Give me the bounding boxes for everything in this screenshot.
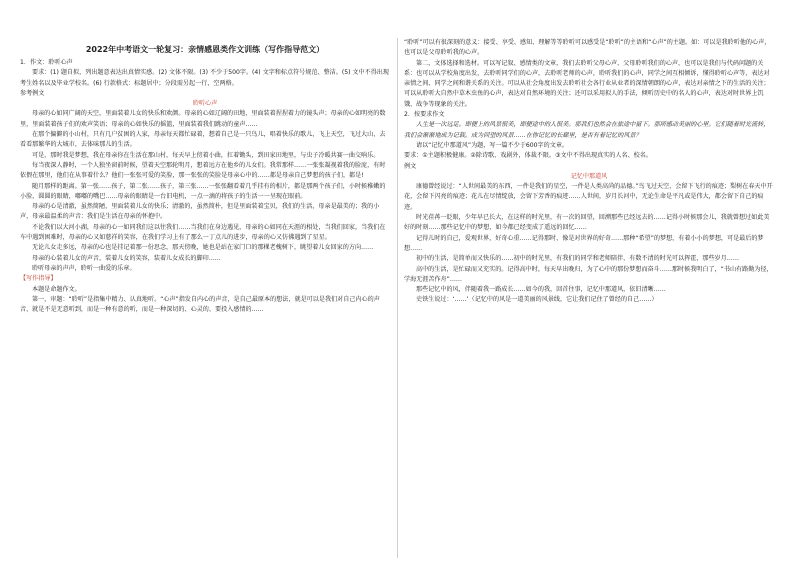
essay-paragraph: 记得儿时的自己，爱观世界，好奇心重……记得那时，像是对世界的好奇……那种“希望”的梦想，有着小小的梦想，可是最后的梦想……	[404, 234, 764, 252]
right-column	[404, 38, 774, 306]
essay-paragraph: 母亲的心装着儿女的声音，装着儿女的笑容，装着儿女成长的脚印……	[32, 254, 221, 262]
essay-paragraph: 可是，那时我是梦想，我在母亲你在生活在那山村，每天早上傍着小曲，扛着锄头，到田家田地里，与虫子冷暖共赛一曲交响乐。	[32, 151, 380, 159]
essay-paragraph: 那些记忆中的风，伴随着我一路成长……如今的我，回首往事，记忆中那道风，依旧清晰……	[416, 286, 666, 294]
essay-paragraph: 初中的生活，是简单而又快乐的……初中的时光里，有我们的同学和老师陪伴，有数不清的时光可以挥霍，那些岁月……	[416, 255, 739, 263]
essay-paragraph: 聆听母亲的声声，聆听一曲爱的乐章。	[32, 264, 136, 272]
essay-paragraph: 在那个偏僻的小山村，只有几户贫困的人家，母亲每天都忙碌着，想着自己是一只鸟儿，唱着快乐的歌儿，飞上天空，飞过大山，去看看那繁华的大城市，去体味那儿的生活。	[20, 131, 386, 149]
guide-paragraph: “聆听”可以有很深刻的意义：接受、享受、感知、理解等等聆听可以感受是“聆听”的主语和“心声”的主题。如：可以是我聆听他的心声，也可以是父母聆听我的心声。	[404, 39, 771, 57]
essay-paragraph: 每当夜深人静时，一个人独坐窗前时候，望着天空那轮明月，想着远方在他乡的儿女们。我常那样……一张张凝视着我的脸庞，有时依偎在那里，他们在从事着什么？他们一张张可爱的笑脸，那一张张的笑脸是母亲心中的……都是母亲自己梦想的孩子们，都是!	[20, 161, 386, 180]
q2-heading: 2．按要求作文	[404, 111, 445, 119]
q2-prompt: 请以“记忆中那道风”为题，写一篇不少于600字的文章。	[416, 141, 569, 149]
guide-paragraph: 第一，审题：“聆听”是指集中精力、认真地听。“心声”指发自内心的声音，是自己最原本的想法，就是可以是我们对自己内心的声音，就是不是无意听到，而是一种有意的听，而是一种深切的、心灵的、要投入感情的……	[20, 295, 380, 314]
reference-label: 参考例文	[20, 89, 45, 97]
essay-paragraph: 不论我们以大河小湖，母亲的心一如同我们这以往我们……当我们在身边遇见，母亲的心如同在天涯的相处，当我们回家，当我们在车中遇到困难时，母亲的心又如慈祥的笑容，在我们学习上有了那么一丁点儿的进步，母亲的心又仿佛遇到了星星。	[20, 223, 386, 242]
essay-paragraph: 随月那样的距离。第一张……孩子，第二张……孩子，第三张……一张张翻看着几乎挂有的相片，都是那两个孩子们，小时候稚嫩的小脸，圆圆的眼睛，嘟嘟的嘴巴……母亲的眼睛是一台旧电机，一点一滴的将孩子的生活一一呈现在眼前。	[20, 182, 386, 200]
page-title: 2022年中考语文一轮复习：亲情感恩类作文训练（写作指导范文）	[85, 45, 325, 54]
essay-title: 聆听心声	[192, 100, 218, 108]
essay-paragraph: 母亲的心是清澈，虽然简陋，里面装着儿女的快乐；清澈的，虽然简朴，但是里面装着宝贝，我们的生活，母亲是最美的；我的小声，母亲最温柔的声音：我们是生活在母亲的怀抱中。	[20, 203, 380, 221]
essay-paragraph: 史铁生说过：‘……’（记忆中的风是一道美丽的风景线，它让我们记住了曾经的自己……）	[416, 296, 658, 304]
q1-heading: 1．作文：聆听心声	[20, 59, 73, 66]
guide-paragraph: 第二，文体选择和选材。可以写记叙、感情类的文章，我们去聆听父母心声、父母聆听我们的心声，也可以是我们与代码问题的关系：也可以从学校角度出发，去聆听同学们的心声，去聆听老师的心声，聆听我们的心声，同学之间互相倾诉，懂得聆听心声等，表达对亲情之间、同学之间和谐关系的关注。可以从社会角度出发去聆听社会各行业从业者的深情朝朗的心声，表达对亲情之下的生活的关注；可以从聆听大自然中草木虫鱼的心声，表达对自然环境的关注；还可以采用拟人的手法，倾听历史中的名人的心声，表达对时世界上饥饿、战争等现象的关注。	[404, 59, 770, 108]
column-divider	[397, 38, 398, 558]
guide-label: 【写作指导】	[20, 275, 57, 283]
essay-paragraph: 时光荏苒一眨眼，少年早已长大，在这样的时光里，有一次的回望，回溯那些已经远去的……记得小时候那会儿，我就曾想过如此美好的时刻……那些记忆中的梦想，如今都已经变成了遥远的回忆……	[404, 214, 770, 232]
essay-paragraph: 高中的生活，是忙碌而又充实的。记得高中时，每天早出晚归，为了心中的那份梦想而奋斗……那时候我明白了，“书山有路勤为径，学海无涯苦作舟”……	[404, 265, 773, 283]
essay-paragraph: 无论儿女走多远，母亲的心也是挂记着那一份思念，那天傍晚，她也是站在家门口的那棵老槐树下，眺望着儿女回家的方向……	[32, 244, 374, 252]
example-label: 例文	[404, 162, 417, 170]
q1-requirements: 要求：(1) 题自拟，列出题意表达出真情实感。(2) 文体不限。(3) 不少于500字。(4) 文字和标点符号规范、整洁。(5) 文中不得出现考生姓名以及毕业学校名。(6) 行款格式：标题居中；分段需另起一行，空两格。	[20, 69, 389, 87]
q2-quote: 人生是一次远足。即便上的风景很美，即便途中的人很美。那我们也然会在旅途中留下。那所感动美丽的心里。它们随着时光流转，我们会渐渐地成为记载。成为回望的风景……在你记忆的长廊里，是否有着记忆的风景？	[404, 121, 770, 139]
left-column	[20, 58, 390, 315]
essay-paragraph: 母亲的心如同广阔的天空，里面装着儿女的快乐和欢颜。母亲的心如辽阔的田地，里面装着捏捏着力的镜头声；母亲的心如明亮的数里，里面装着孩子们的欢声笑语；母亲的心如快乐的摇篮，里面装着我们跳动的童声……	[20, 110, 386, 128]
essay-title: 记忆中那道风	[570, 172, 608, 180]
q2-requirements: 要求：①主题积极健康。②除诗歌、戏剧外，体裁不限。③文中不得出现真实的人名、校名。	[404, 152, 652, 160]
guide-intro: 本题是命题作文。	[32, 285, 81, 293]
essay-paragraph: 康德曾经说过：“人世间最美的东西，一件是我们的星空，一件是人类高尚的品德。”鸟飞过天空，会留下飞行的痕迹；梨树在春天中开花，会留下闪亮的痕迹；花儿在尽情绽放，会留下芳香的痕迹……人世间，岁月长河中，无论生命是平凡或是伟大，都会留下自己的痕迹。	[404, 183, 773, 211]
